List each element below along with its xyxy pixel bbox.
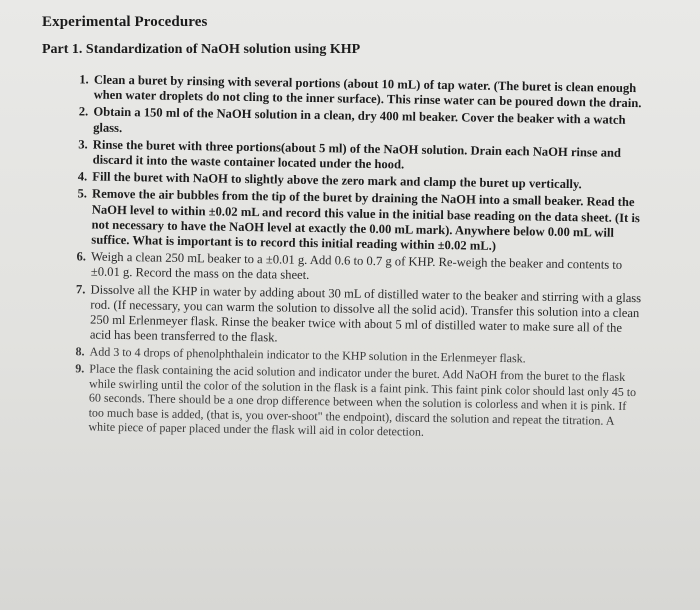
- step-item: 1. Clean a buret by rinsing with several portions (about 10 mL) of tap water. (The buret is clean enough when water droplets do not cling to the inner surface). This rinse water can be poured down the drain.: [92, 73, 648, 112]
- step-item: 9. Place the flask containing the acid solution and indicator under the buret. Add NaOH from the buret to the flask while swirling until the color of the solution in the flask is a faint pink. This faint pink color should last only 45 to 60 seconds. There should be a one drop difference between when the solution is colorless and when it is pink. If too much base is added, (that is, you over-shoot" the endpoint), discard the solution and repeat the titration. A white piece of paper placed under the flask will aid in color detection.: [86, 362, 643, 444]
- step-item: 3. Rinse the buret with three portions(about 5 ml) of the NaOH solution. Drain each NaOH rinse and discard it into the waste container located under the hood.: [91, 137, 647, 176]
- part-heading: Part 1. Standardization of NaOH solution using KHP: [42, 42, 361, 57]
- step-item: 4. Fill the buret with NaOH to slightly above the zero mark and clamp the buret up vertically.: [90, 170, 646, 194]
- step-item: 5. Remove the air bubbles from the tip of the buret by draining the NaOH into a small beaker. Read the NaOH level to within ±0.02 mL and record this value in the initial base reading on the data sheet. (It is not necessary to have the NaOH level at exactly the 0.00 mL mark). Anywhere below 0.00 mL will suffice. What is important is to record this initial reading within ±0.02 mL.): [89, 187, 646, 257]
- step-item: 6. Weigh a clean 250 mL beaker to a ±0.01 g. Add 0.6 to 0.7 g of KHP. Re-weigh the beaker and contents to ±0.01 g. Record the mass on the data sheet.: [89, 250, 645, 289]
- step-item: 2. Obtain a 150 ml of the NaOH solution in a clean, dry 400 ml beaker. Cover the beaker with a watch glass.: [91, 105, 647, 144]
- step-item: 8. Add 3 to 4 drops of phenolphthalein indicator to the KHP solution in the Erlenmeyer flask.: [87, 345, 643, 368]
- step-item: 7. Dissolve all the KHP in water by adding about 30 mL of distilled water to the beaker and stirring with a glass rod. (If necessary, you can warm the solution to dissolve all the solid acid). Transfer this solution into a clean 250 ml Erlenmeyer flask. Rinse the beaker twice with about 5 ml of distilled water to make sure all of the acid has been transferred to the flask.: [88, 282, 645, 352]
- procedure-steps: [52, 72, 648, 445]
- document-title: Experimental Procedures: [42, 14, 208, 30]
